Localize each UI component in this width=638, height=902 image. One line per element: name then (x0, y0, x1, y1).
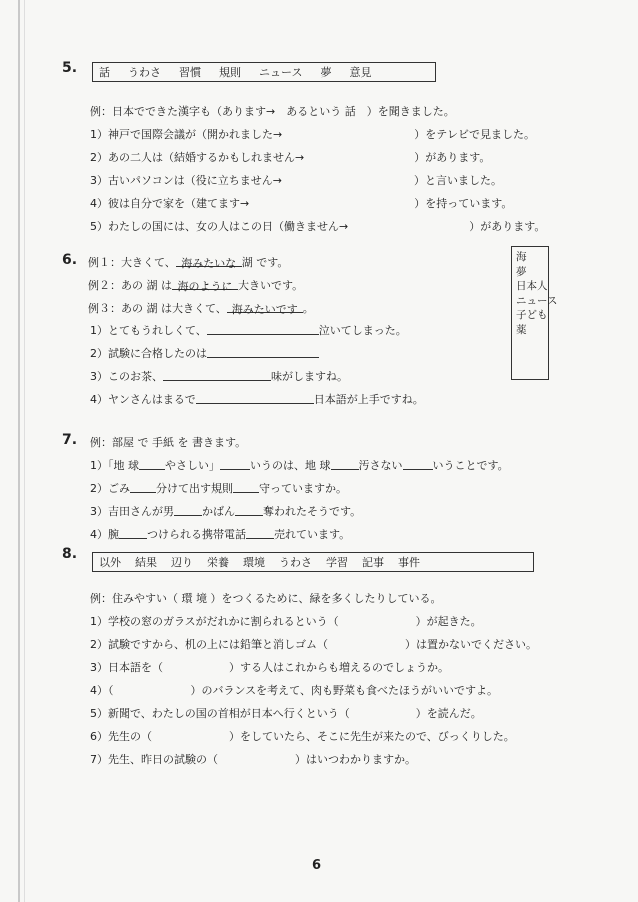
section-7-item (90, 457, 509, 473)
vocab-word: 夢 (320, 66, 332, 79)
section-8-item: 4）（ ）のバランスを考えて、肉も野菜も食べたほうがいいですよ。 (90, 684, 498, 697)
section-5-number: 5. (62, 60, 78, 76)
item-text: 4）腕 (90, 528, 119, 541)
example-fill: 海のように (172, 278, 238, 290)
item-text: つけられる携帯電話 (147, 528, 246, 541)
vocab-word: 意見 (349, 66, 372, 79)
answer-blank[interactable] (220, 458, 250, 470)
item-text: 3）吉田さんが男 (90, 505, 174, 518)
answer-blank[interactable] (403, 458, 433, 470)
section-5-item: 4）彼は自分で家を（建てます→ ）を持っています。 (90, 197, 513, 210)
section-5-item: 1）神戸で国際会議が（開かれました→ ）をテレビで見ました。 (90, 128, 535, 141)
section-8-example: 例：住みやすい（ 環 境 ）をつくるために、緑を多くしたりしている。 (90, 592, 442, 605)
binder-line (24, 0, 25, 902)
item-text: 日本語が上手ですね。 (313, 393, 424, 406)
item-text: 3）このお茶、 (90, 370, 163, 383)
section-5-word-box (92, 62, 436, 82)
section-6-item (90, 322, 407, 338)
example-text: 例１：大きくて、 (88, 256, 176, 269)
section-8-item: 5）新聞で、わたしの国の首相が日本へ行くという（ ）を読んだ。 (90, 707, 482, 720)
example-text: 例２：あの 湖 は (88, 279, 172, 292)
item-text: 奪われたそうです。 (263, 505, 362, 518)
section-7-number: 7. (62, 432, 78, 448)
word-box-item: 子ども (516, 309, 548, 321)
section-8-item: 2）試験ですから、机の上には鉛筆と消しゴム（ ）は置かないでください。 (90, 638, 537, 651)
answer-blank[interactable] (130, 481, 156, 493)
item-text: 2）ごみ (90, 482, 130, 495)
example-fill: 海みたいな (176, 255, 242, 267)
answer-blank[interactable] (246, 527, 274, 539)
vocab-word: 学習 (326, 556, 348, 569)
example-fill: 海みたいです (227, 301, 303, 313)
item-text: いうのは、地 球 (250, 459, 331, 472)
vocab-word: 環境 (243, 556, 265, 569)
vocab-word: うわさ (279, 556, 312, 569)
vocab-word: 習慣 (179, 66, 201, 79)
section-6-word-box (511, 246, 558, 380)
section-8-item: 7）先生、昨日の試験の（ ）はいつわかりますか。 (90, 753, 416, 766)
vocab-word: 以外 (99, 556, 121, 569)
vocab-word: 結果 (135, 556, 157, 569)
section-6-item (90, 391, 424, 407)
vocab-word: 話 (99, 66, 110, 79)
vocab-word: 規則 (219, 66, 241, 79)
section-6-number: 6. (62, 252, 78, 268)
answer-blank[interactable] (119, 527, 147, 539)
section-6-example-3 (88, 300, 314, 316)
word-box-item: ニュース (516, 294, 558, 307)
item-text: 汚さない (358, 459, 403, 472)
section-8-item: 6）先生の（ ）をしていたら、そこに先生が来たので、びっくりした。 (90, 730, 515, 743)
vocab-word: 辺り (171, 556, 193, 569)
item-text: 泣いてしまった。 (318, 324, 407, 337)
item-text: かばん (202, 505, 235, 518)
section-5-item: 3）古いパソコンは（役に立ちません→ ）と言いました。 (90, 174, 502, 187)
item-text: 2）試験に合格したのは (90, 347, 207, 360)
section-8-word-box (92, 552, 534, 572)
item-text: 1）とてもうれしくて、 (90, 324, 207, 337)
example-text: 例３：あの 湖 は大きくて、 (88, 302, 227, 315)
section-7-item (90, 526, 350, 542)
item-text: 売れています。 (274, 528, 351, 541)
answer-blank[interactable] (233, 481, 259, 493)
section-8-number: 8. (62, 546, 78, 562)
binder-line (18, 0, 20, 902)
section-8-item: 3）日本語を（ ）する人はこれからも増えるのでしょうか。 (90, 661, 449, 674)
vocab-word: うわさ (128, 66, 161, 79)
section-8-item: 1）学校の窓のガラスがだれかに割られるという（ ）が起きた。 (90, 615, 482, 628)
word-box-item: 日本人 (516, 280, 548, 292)
answer-blank[interactable] (163, 369, 271, 381)
section-5-item: 5）わたしの国には、女の人はこの日（働きません→ ）があります。 (90, 220, 546, 233)
word-box-item: 薬 (516, 323, 527, 336)
page-number: 6 (312, 858, 322, 873)
section-7-example: 例：部屋 で 手紙 を 書きます。 (90, 436, 247, 449)
answer-blank[interactable] (174, 504, 202, 516)
item-text: 1）「地 球 (90, 459, 139, 472)
section-5-item: 2）あの二人は（結婚するかもしれません→ ）があります。 (90, 151, 491, 164)
item-text: 分けて出す規則 (156, 482, 233, 495)
word-box-item: 海 (516, 251, 527, 263)
answer-blank[interactable] (235, 504, 263, 516)
section-7-item (90, 503, 361, 519)
vocab-word: 事件 (398, 556, 420, 569)
item-text: 味がしますね。 (271, 370, 348, 383)
section-6-item (90, 368, 348, 384)
vocab-word: ニュース (259, 66, 303, 79)
item-text: 4）ヤンさんはまるで (90, 393, 196, 406)
vocab-word: 栄養 (207, 556, 229, 569)
item-text: やさしい」 (165, 459, 220, 472)
answer-blank[interactable] (139, 458, 165, 470)
section-6-example-1 (88, 254, 288, 270)
item-text: 守っていますか。 (259, 482, 347, 495)
answer-blank[interactable] (207, 346, 319, 358)
item-text: いうことです。 (432, 459, 509, 472)
section-6-item (90, 345, 319, 361)
answer-blank[interactable] (207, 323, 319, 335)
word-box-item: 夢 (516, 265, 527, 278)
answer-blank[interactable] (331, 458, 359, 470)
vocab-word: 記事 (362, 556, 384, 569)
example-text: 大きいです。 (238, 279, 304, 292)
section-6-example-2 (88, 277, 303, 293)
answer-blank[interactable] (196, 392, 314, 404)
example-text: 湖 です。 (241, 256, 289, 269)
section-5-example: 例：日本でできた漢字も（あります→ あるという 話 ）を聞きました。 (90, 105, 455, 118)
section-7-item (90, 480, 347, 496)
example-text: 。 (302, 302, 314, 315)
